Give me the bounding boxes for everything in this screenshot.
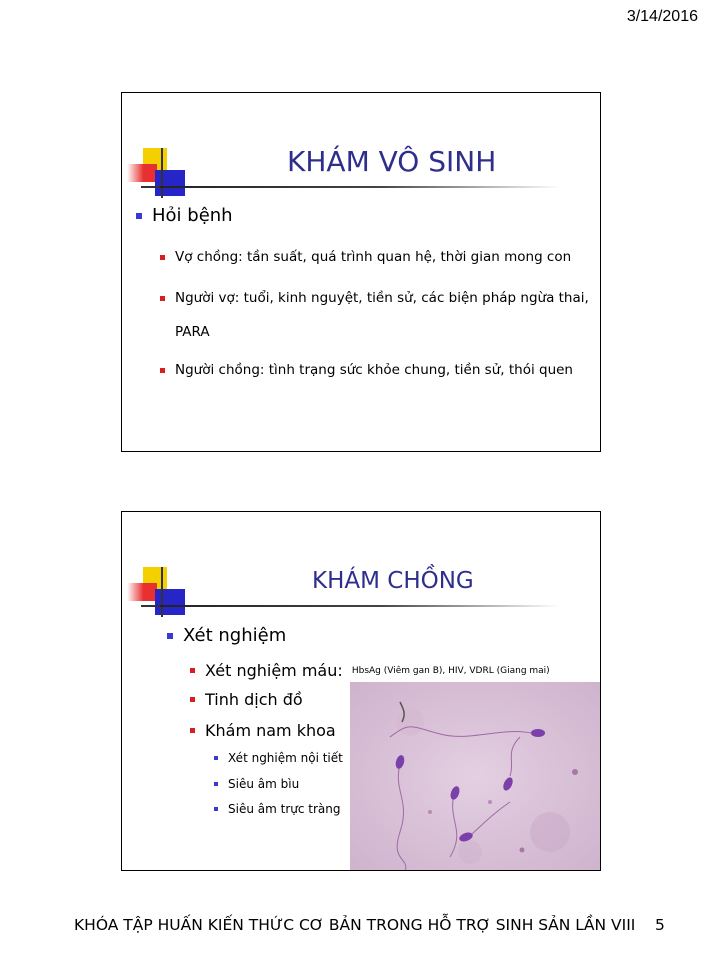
sub-list-item-text: Xét nghiệm nội tiết bbox=[228, 751, 343, 765]
square-bullet-icon bbox=[136, 213, 142, 219]
list-item bbox=[160, 249, 571, 265]
title-divider bbox=[160, 605, 560, 607]
slide-logo-decoration bbox=[127, 567, 197, 617]
slide-kham-chong bbox=[121, 511, 601, 871]
list-item-text: Tinh dịch đồ bbox=[205, 690, 303, 709]
list-item-continuation bbox=[175, 324, 210, 340]
title-divider bbox=[160, 186, 560, 188]
sub-list-item-text: Siêu âm bìu bbox=[228, 777, 300, 791]
bullet-heading bbox=[167, 625, 286, 646]
square-bullet-icon bbox=[190, 728, 195, 733]
square-bullet-icon bbox=[160, 296, 165, 301]
bullet-heading bbox=[136, 205, 233, 226]
heading-text: Xét nghiệm bbox=[183, 625, 287, 646]
slide-title: KHÁM CHỒNG bbox=[312, 568, 474, 594]
square-bullet-icon bbox=[167, 633, 173, 639]
list-item bbox=[190, 661, 550, 680]
square-bullet-icon bbox=[190, 668, 195, 673]
sub-list-item bbox=[214, 777, 299, 791]
list-item-text: Khám nam khoa bbox=[205, 721, 336, 740]
slide-logo-decoration bbox=[127, 148, 197, 198]
page-number: 5 bbox=[655, 916, 665, 934]
list-item bbox=[160, 290, 589, 306]
slide-kham-vo-sinh bbox=[121, 92, 601, 452]
sub-list-item-text: Siêu âm trực tràng bbox=[228, 802, 341, 816]
list-item-detail: HbsAg (Viêm gan B), HIV, VDRL (Giang mai) bbox=[351, 665, 550, 676]
list-item-text: Người vợ: tuổi, kinh nguyệt, tiền sử, các biện pháp ngừa thai, bbox=[175, 290, 589, 306]
list-item-text: PARA bbox=[175, 324, 210, 340]
sperm-microscopy-image bbox=[350, 682, 601, 871]
list-item bbox=[190, 690, 303, 709]
footer-course-title: KHÓA TẬP HUẤN KIẾN THỨC CƠ BẢN TRONG HỖ TRỢ SINH SẢN LẦN VIII bbox=[74, 916, 636, 934]
date-header: 3/14/2016 bbox=[626, 8, 698, 25]
list-item-text: Xét nghiệm máu: bbox=[205, 661, 348, 680]
list-item bbox=[190, 721, 336, 740]
square-bullet-icon bbox=[214, 756, 218, 760]
list-item-text: Vợ chồng: tần suất, quá trình quan hệ, thời gian mong con bbox=[175, 249, 572, 265]
sub-list-item bbox=[214, 802, 340, 816]
square-bullet-icon bbox=[160, 255, 165, 260]
square-bullet-icon bbox=[214, 807, 218, 811]
square-bullet-icon bbox=[160, 368, 165, 373]
list-item-text: Người chồng: tình trạng sức khỏe chung, tiền sử, thói quen bbox=[175, 362, 573, 378]
slide-title: KHÁM VÔ SINH bbox=[287, 145, 497, 178]
square-bullet-icon bbox=[214, 782, 218, 786]
sub-list-item bbox=[214, 751, 343, 765]
square-bullet-icon bbox=[190, 697, 195, 702]
list-item bbox=[160, 362, 573, 378]
heading-text: Hỏi bệnh bbox=[152, 205, 233, 226]
